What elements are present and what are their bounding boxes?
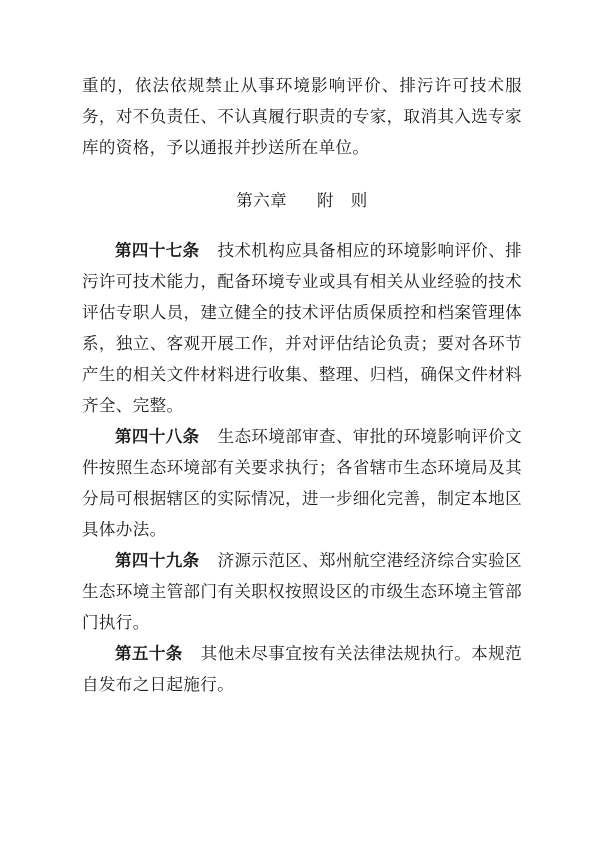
article-text: 其他未尽事宜按有关法律法规执行。本规范自发布之日起施行。 — [82, 644, 522, 694]
article-text: 济源示范区、郑州航空港经济综合实验区生态环境主管部门有关职权按照设区的市级生态环境主管部门执行。 — [82, 551, 523, 632]
article-49 — [82, 545, 522, 638]
article-text: 技术机构应具备相应的环境影响评价、排污许可技术能力，配备环境专业或具有相关从业经验的技术评估专职人员，建立健全的技术评估质保质控和档案管理体系，独立、客观开展工作，并对评估结论负责；要对各环节产生的相关文件材料进行收集、整理、归档，确保文件材料齐全、完整。 — [82, 241, 523, 415]
article-text: 生态环境部审查、审批的环境影响评价文件按照生态环境部有关要求执行；各省辖市生态环境局及其分局可根据辖区的实际情况，进一步细化完善，制定本地区具体办法。 — [82, 427, 523, 539]
article-number: 第四十七条 — [115, 241, 200, 260]
article-48 — [82, 421, 522, 545]
article-number: 第五十条 — [115, 644, 183, 663]
continuation-text: 重的，依法依规禁止从事环境影响评价、排污许可技术服务，对不负责任、不认真履行职责的专家，取消其入选专家库的资格，予以通报并抄送所在单位。 — [82, 76, 522, 157]
article-47 — [82, 235, 522, 421]
document-page — [82, 70, 522, 700]
chapter-title: 附 则 — [317, 191, 368, 210]
chapter-heading — [82, 185, 522, 216]
chapter-number: 第六章 — [236, 191, 287, 210]
article-number: 第四十八条 — [115, 427, 200, 446]
continuation-paragraph — [82, 70, 522, 163]
article-number: 第四十九条 — [115, 551, 200, 570]
article-50 — [82, 638, 522, 700]
